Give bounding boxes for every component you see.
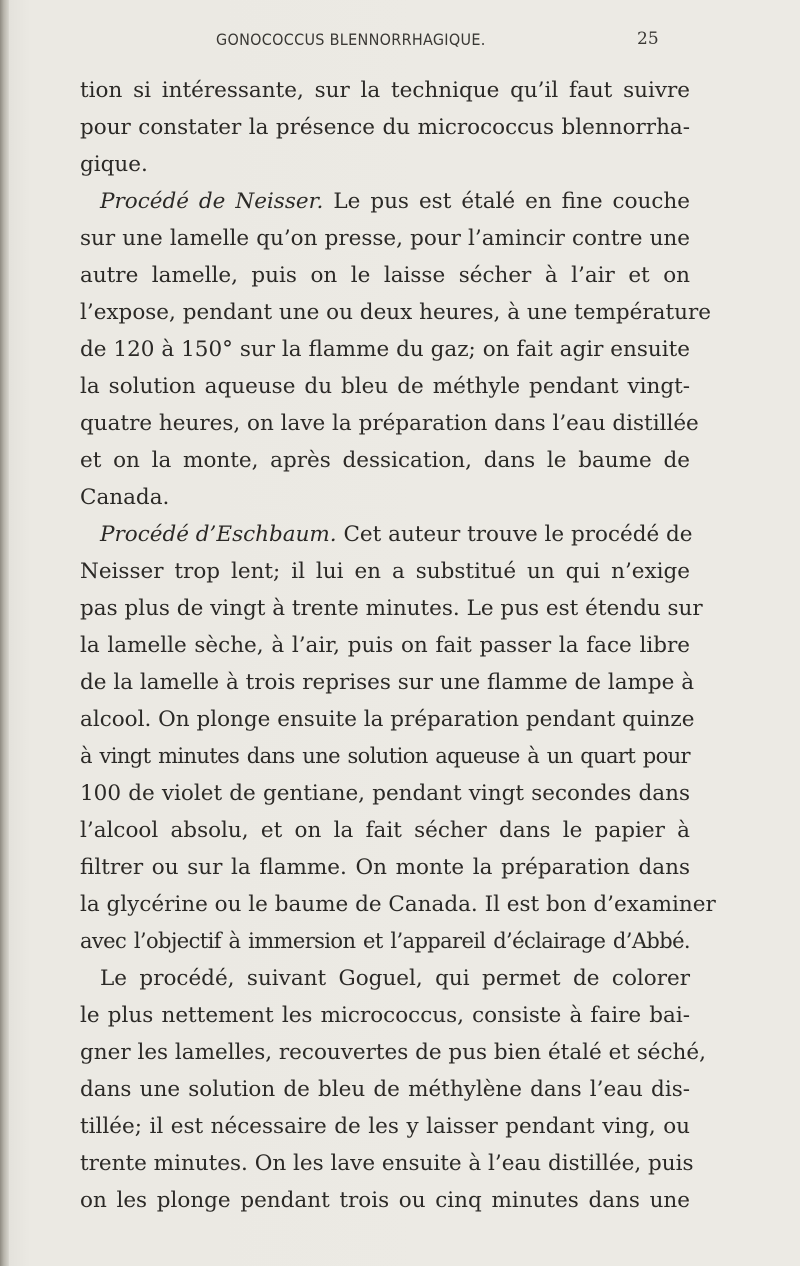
text-line: dans une solution de bleu de méthylène dans l’eau dis- [80,1077,690,1102]
text-line: l’expose, pendant une ou deux heures, à une température [80,300,711,325]
text-line: pour constater la présence du micrococcus blennorrha- [80,115,690,140]
page-number: 25 [637,29,659,49]
text-line: Procédé d’Eschbaum. Cet auteur trouve le procédé de [100,522,693,547]
text-line: quatre heures, on lave la préparation dans l’eau distillée [80,411,699,436]
text-line: Neisser trop lent; il lui en a substitué un qui n’exige [80,559,690,584]
text-line: 100 de violet de gentiane, pendant vingt secondes dans [80,781,690,806]
text-line: gner les lamelles, recouvertes de pus bien étalé et séché, [80,1040,706,1065]
text-line: sur une lamelle qu’on presse, pour l’amincir contre une [80,226,690,251]
page-header [0,30,800,56]
text-line: tillée; il est nécessaire de les y laisser pendant ving, ou [80,1114,690,1139]
text-line: Procédé de Neisser. Le pus est étalé en fine couche [100,189,690,214]
text-line: la lamelle sèche, à l’air, puis on fait passer la face libre [80,633,690,658]
text-line: gique. [80,152,148,177]
text-line: filtrer ou sur la flamme. On monte la préparation dans [80,855,690,880]
section-heading-eschbaum: Procédé d’Eschbaum. [100,522,337,547]
text-line: trente minutes. On les lave ensuite à l’eau distillée, puis [80,1151,694,1176]
page-gutter-shadow [0,0,9,1266]
text-line: alcool. On plonge ensuite la préparation pendant quinze [80,707,695,732]
text-line: tion si intéressante, sur la technique qu’il faut suivre [80,78,690,103]
text-line: autre lamelle, puis on le laisse sécher à l’air et on [80,263,690,288]
text-line: Canada. [80,485,170,510]
text-line: la solution aqueuse du bleu de méthyle pendant vingt- [80,374,690,399]
text-line: le plus nettement les micrococcus, consiste à faire bai- [80,1003,690,1028]
text-line: avec l’objectif à immersion et l’appareil d’éclairage d’Abbé. [80,929,690,953]
text-line: et on la monte, après dessication, dans le baume de [80,448,690,473]
running-title: GONOCOCCUS BLENNORRHAGIQUE. [216,30,486,49]
text-line: à vingt minutes dans une solution aqueuse à un quart pour [80,744,690,768]
text-line: la glycérine ou le baume de Canada. Il est bon d’examiner [80,892,716,917]
text-line: Le procédé, suivant Goguel, qui permet de colorer [100,966,690,991]
text-line: l’alcool absolu, et on la fait sécher dans le papier à [80,818,690,843]
section-heading-neisser: Procédé de Neisser. [100,189,324,214]
body-text [80,72,716,1219]
text-line: pas plus de vingt à trente minutes. Le pus est étendu sur [80,596,703,621]
text-line: de la lamelle à trois reprises sur une flamme de lampe à [80,670,695,695]
text-line: on les plonge pendant trois ou cinq minutes dans une [80,1188,690,1213]
text-line: de 120 à 150° sur la flamme du gaz; on fait agir ensuite [80,337,690,362]
